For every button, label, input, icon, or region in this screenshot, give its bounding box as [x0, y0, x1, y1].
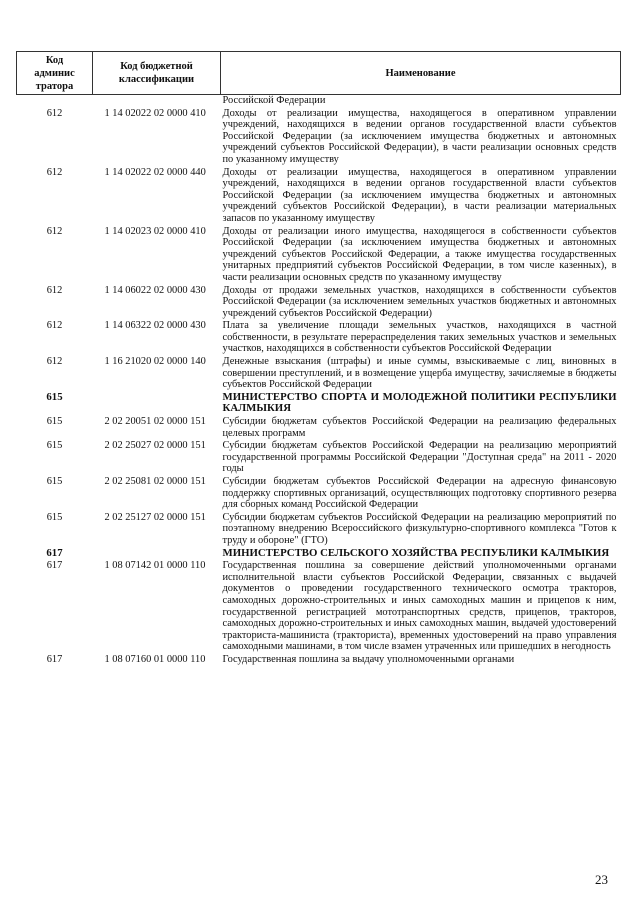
ministry-name-cell: МИНИСТЕРСТВО СПОРТА И МОЛОДЕЖНОЙ ПОЛИТИКИ РЕСПУБЛИКИ КАЛМЫКИЯ [222, 390, 617, 415]
name-cell: Субсидии бюджетам субъектов Российской Федерации на реализацию мероприятий по поэтапному внедрению Всероссийского физкультурно-спортивного комплекса "Готов к труду и обороне" (ГТО) [222, 511, 617, 546]
table-row [17, 440, 621, 476]
table-row [17, 320, 621, 356]
budget-code-cell: 1 16 21020 02 0000 140 [104, 356, 206, 368]
name-cell: Государственная пошлина за совершение действий уполномоченными органами исполнительной власти субъектов Российской Федерации, связанных с выдачей документов о проведении государственного технического осмотра тракторов, самоходных дорожно-строительных и иных самоходных машин и прицепов к ним, государственной регистрацией мототранспортных средств, прицепов, тракторов, самоходных дорожно-строительных и иных самоходных машин, выдачей удостоверений тракториста-машиниста (тракториста), временных удостоверений на право управления самоходными машинами, в том числе взамен утраченных или пришедших в негодность [222, 560, 617, 653]
name-cell: Плата за увеличение площади земельных участков, находящихся в частной собственности, в результате перераспределения таких земельных участков и земельных участков, находящихся в собственности субъектов Российской Федерации [222, 320, 617, 355]
admin-code-cell: 612 [46, 107, 63, 119]
table-row [17, 416, 621, 440]
budget-code-cell: 1 14 06022 02 0000 430 [104, 284, 206, 296]
admin-code-cell: 612 [46, 284, 63, 296]
budget-code-cell: 1 08 07142 01 0000 110 [104, 560, 206, 572]
budget-code-cell: 1 14 02022 02 0000 440 [104, 166, 206, 178]
budget-code-cell: 2 02 25027 02 0000 151 [104, 440, 206, 452]
budget-code-cell: 1 14 02023 02 0000 410 [104, 225, 206, 237]
ministry-name-cell: МИНИСТЕРСТВО СЕЛЬСКОГО ХОЗЯЙСТВА РЕСПУБЛИКИ КАЛМЫКИЯ [222, 546, 610, 559]
header-name: Наименование [221, 52, 621, 95]
budget-code-cell: 2 02 25127 02 0000 151 [104, 511, 206, 523]
budget-code-cell: 2 02 20051 02 0000 151 [104, 416, 206, 428]
table-row [17, 356, 621, 392]
header-admin-line: тратора [35, 80, 74, 92]
budget-code-cell [93, 392, 221, 416]
table-header-row [17, 52, 621, 95]
name-cell: Доходы от реализации иного имущества, находящегося в собственности субъектов Российской Федерации (за исключением имущества бюджетных и автономных учреждений субъектов Российской Федерации, а также имущества государственных унитарных предприятий субъектов Российской Федерации, в том числе казенных), в части реализации основных средств по указанному имуществу [222, 225, 617, 283]
header-admin-code [17, 52, 93, 95]
budget-code-cell [93, 95, 221, 108]
name-cell: Доходы от реализации имущества, находящегося в оперативном управлении учреждений, находящихся в ведении органов государственной власти субъектов Российской Федерации (за исключением имущества бюджетных и автономных учреждений субъектов Российской Федерации), в части реализации материальных запасов по указанному имуществу [222, 166, 617, 224]
budget-code-cell: 1 14 02022 02 0000 410 [104, 107, 206, 119]
admin-code-cell: 617 [46, 653, 63, 665]
header-code-line: Код бюджетной [120, 61, 193, 72]
table-row [17, 95, 621, 108]
admin-code-cell [17, 95, 93, 108]
name-cell: Денежные взыскания (штрафы) и иные суммы, взыскиваемые с лиц, виновных в совершении преступлений, и в возмещение ущерба имуществу, зачисляемые в бюджеты субъектов Российской Федерации [222, 356, 617, 391]
table-row [17, 476, 621, 512]
budget-code-cell: 1 14 06322 02 0000 430 [104, 320, 206, 332]
table-row [17, 226, 621, 285]
table-row [17, 560, 621, 654]
ministry-row [17, 392, 621, 416]
name-cell: Субсидии бюджетам субъектов Российской Федерации на реализацию мероприятий государственной программы Российской Федерации "Доступная среда" на 2011 - 2020 годы [222, 440, 617, 475]
name-cell: Субсидии бюджетам субъектов Российской Федерации на реализацию федеральных целевых программ [222, 416, 617, 439]
table-row [17, 512, 621, 548]
admin-code-cell: 617 [46, 546, 63, 559]
ministry-row [17, 548, 621, 561]
admin-code-cell: 612 [46, 356, 63, 368]
table-row [17, 285, 621, 321]
admin-code-cell: 615 [46, 390, 63, 403]
name-cell: Субсидии бюджетам субъектов Российской Федерации на адресную финансовую поддержку спортивных организаций, осуществляющих подготовку спортивного резерва для сборных команд Российской Федерации [222, 476, 617, 511]
budget-code-cell: 1 08 07160 01 0000 110 [104, 653, 206, 665]
admin-code-cell: 612 [46, 166, 63, 178]
budget-code-cell [93, 548, 221, 561]
header-budget-code [93, 52, 221, 95]
admin-code-cell: 612 [46, 320, 63, 332]
table-row [17, 654, 621, 667]
page-number: 23 [595, 872, 608, 887]
name-cell: Государственная пошлина за выдачу уполномоченными органами [222, 653, 515, 665]
table-row [17, 108, 621, 167]
admin-code-cell: 615 [46, 440, 63, 452]
admin-code-cell: 617 [46, 560, 63, 572]
budget-code-cell: 2 02 25081 02 0000 151 [104, 476, 206, 487]
header-admin-line: Код [45, 54, 64, 66]
table-row [17, 167, 621, 226]
budget-classification-table [16, 51, 621, 667]
admin-code-cell: 615 [46, 511, 63, 523]
header-admin-line: админис [34, 67, 75, 79]
name-cell: Доходы от реализации имущества, находящегося в оперативном управлении учреждений, находящихся в ведении органов государственной власти субъектов Российской Федерации (за исключением имущества бюджетных и автономных учреждений субъектов Российской Федерации), в части реализации основных средств по указанному имуществу [222, 107, 617, 165]
header-code-line: классификации [118, 74, 195, 85]
admin-code-cell: 615 [46, 476, 63, 487]
admin-code-cell: 615 [46, 416, 63, 428]
table-body [17, 95, 621, 667]
name-cell: Доходы от продажи земельных участков, находящихся в собственности субъектов Российской Федерации (за исключением земельных участков бюджетных и автономных учреждений субъектов Российской Федерации) [222, 284, 617, 319]
admin-code-cell: 612 [46, 225, 63, 237]
name-cell: Российской Федерации [222, 95, 326, 106]
